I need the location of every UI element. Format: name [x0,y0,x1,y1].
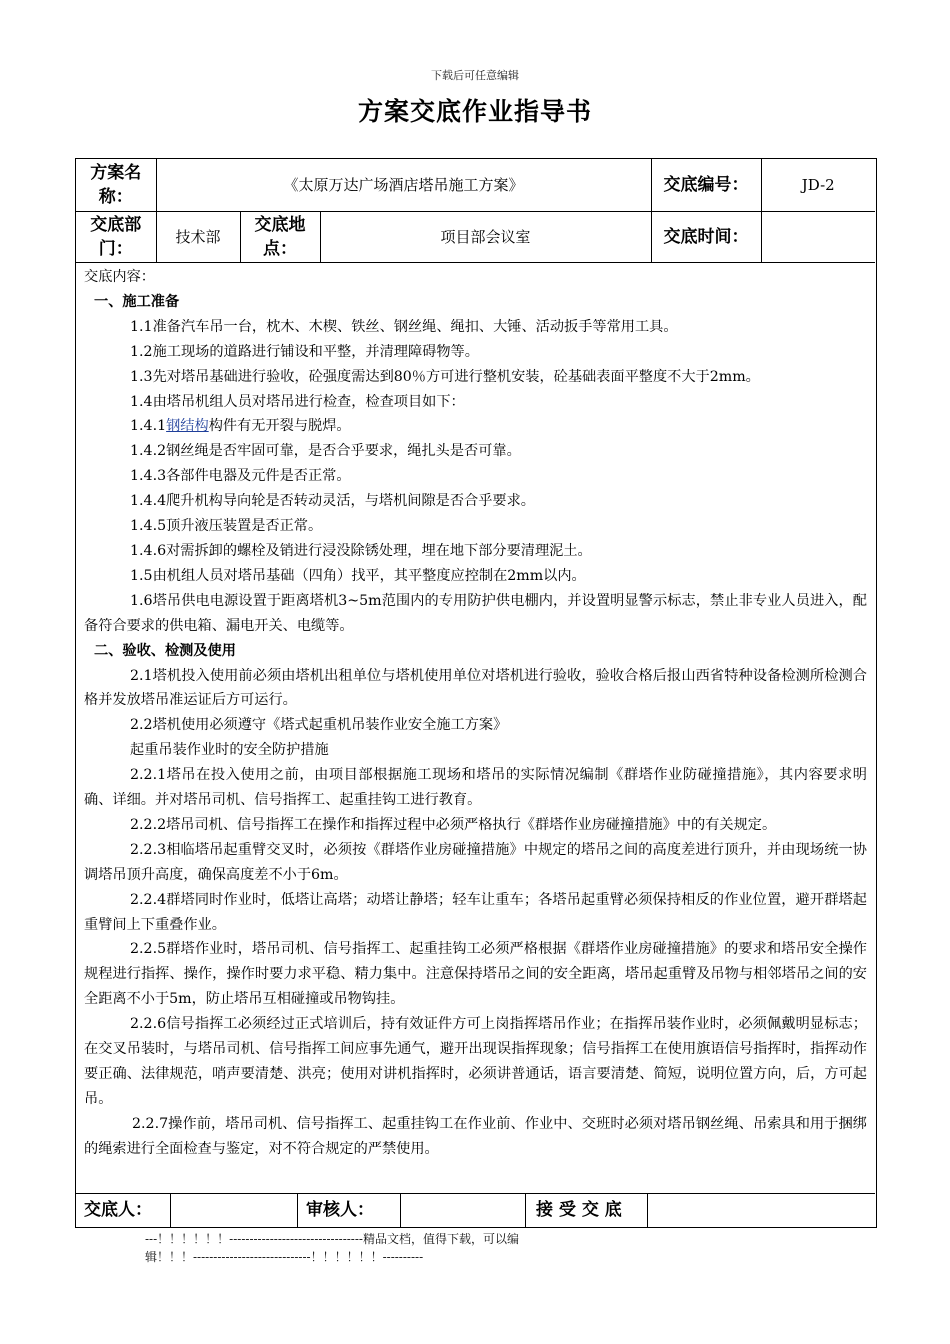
giver-label: 交底人： [76,1194,171,1227]
paragraph: 1.4.3各部件电器及元件是否正常。 [130,468,351,485]
paragraph: 1.5由机组人员对塔吊基础（四角）找平，其平整度应控制在2mm以内。 [130,567,586,584]
paragraph: 2.2.6信号指挥工必须经过正式培训后，持有效证件方可上岗指挥塔吊作业；在指挥吊装作业时，必须佩戴明显标志；在交叉吊装时，与塔吊司机、信号指挥工间应事先通气，避开出现误指挥现象；信号指挥工在使用旗语信号指挥时，指挥动作要正确、法律规范，哨声要清楚、洪亮；使用对讲机指挥时，必须讲普通话，语言要清楚、简短，说明位置方向，后，方可起吊。 [84,1016,867,1107]
code-value: JD-2 [761,159,875,211]
reviewer-value [401,1194,526,1227]
paragraph: 1.4.6对需拆卸的螺栓及销进行浸没除锈处理，埋在地下部分要清理泥土。 [130,542,592,559]
plan-name-value: 《太原万达广场酒店塔吊施工方案》 [156,159,651,211]
page-title: 方案交底作业指导书 [357,97,592,126]
receiver-value [648,1194,875,1227]
bottom-note-line-2: 辑！！！-----------------------------！！！！！！---------- [145,1250,424,1264]
reviewer-label: 审核人： [298,1194,401,1227]
paragraph: 1.3先对塔吊基础进行验收，砼强度需达到80％方可进行整机安装，砼基础表面平整度不大于2mm。 [130,368,760,385]
paragraph: 1.4.5顶升液压装置是否正常。 [130,518,323,535]
paragraph: 2.2.2塔吊司机、信号指挥工在操作和指挥过程中必须严格执行《群塔作业房碰撞措施》中的有关规定。 [130,816,777,833]
paragraph: 2.2塔机使用必须遵守《塔式起重机吊装作业安全施工方案》 [130,717,508,734]
code-label: 交底编号： [651,159,761,211]
paragraph: 1.4.4爬升机构导向轮是否转动灵活，与塔机间隙是否合乎要求。 [130,493,535,510]
time-label: 交底时间： [651,211,761,262]
bottom-note-line-1: ---！！！！！！---------------------------------精品文档，值得下载，可以编 [145,1232,519,1246]
item-text: 构件有无开裂与脱焊。 [208,418,351,435]
content-body [76,261,875,1191]
place-value: 项目部会议室 [320,211,651,262]
paragraph: 2.1塔机投入使用前必须由塔机出租单位与塔机使用单位对塔机进行验收，验收合格后报山西省特种设备检测所检测合格并发放塔吊准运证后方可运行。 [84,667,867,709]
section-1-title: 一、施工准备 [94,293,180,310]
paragraph: 起重吊装作业时的安全防护措施 [130,742,329,759]
dept-label: 交底部门： [76,211,156,262]
paragraph: 2.2.1塔吊在投入使用之前，由项目部根据施工现场和塔吊的实际情况编制《群塔作业防碰撞措施》，其内容要求明确、详细。并对塔吊司机、信号指挥工、起重挂钩工进行教育。 [84,767,867,809]
giver-value [171,1194,298,1227]
signature-row [76,1193,875,1227]
receiver-label: 接 受 交 底 [526,1194,648,1227]
instruction-sheet [75,158,877,1228]
paragraph: 1.4由塔吊机组人员对塔吊进行检查，检查项目如下： [130,393,465,410]
plan-name-label: 方案名称： [76,159,156,211]
section-2-title: 二、验收、检测及使用 [94,642,236,659]
paragraph: 1.1准备汽车吊一台，枕木、木楔、铁丝、钢丝绳、绳扣、大锤、活动扳手等常用工具。 [130,318,678,335]
paragraph: 2.2.7操作前，塔吊司机、信号指挥工、起重挂钩工在作业前、作业中、交班时必须对塔吊钢丝绳、吊索具和用于捆绑的绳索进行全面检查与鉴定，对不符合规定的严禁使用。 [84,1115,867,1157]
paragraph: 1.2施工现场的道路进行铺设和平整，并清理障碍物等。 [130,343,479,360]
item-number: 1.4.1 [130,418,167,435]
header-table [76,159,875,263]
content-intro: 交底内容： [84,269,155,285]
paragraph: 1.6塔吊供电电源设置于距离塔机3~5m范围内的专用防护供电棚内，并设置明显警示标志，禁止非专业人员进入，配备符合要求的供电箱、漏电开关、电缆等。 [84,592,867,634]
paragraph: 2.2.3相临塔吊起重臂交叉时，必须按《群塔作业房碰撞措施》中规定的塔吊之间的高度差进行顶升，并由现场统一协调塔吊顶升高度，确保高度差不小于6m。 [84,841,867,883]
top-note: 下载后可任意编辑 [431,69,519,82]
dept-value: 技术部 [156,211,240,262]
paragraph: 1.4.2钢丝绳是否牢固可靠，是否合乎要求，绳扎头是否可靠。 [130,443,521,460]
place-label: 交底地点： [240,211,320,262]
paragraph: 2.2.4群塔同时作业时，低塔让高塔；动塔让静塔；轻车让重车；各塔吊起重臂必须保持相反的作业位置，避开群塔起重臂间上下重叠作业。 [84,891,867,933]
time-value [761,211,875,262]
paragraph: 2.2.5群塔作业时，塔吊司机、信号指挥工、起重挂钩工必须严格根据《群塔作业房碰撞措施》的要求和塔吊安全操作规程进行指挥、操作，操作时要力求平稳、精力集中。注意保持塔吊之间的安全距离，塔吊起重臂及吊物与相邻塔吊之间的安全距离不小于5m，防止塔吊互相碰撞或吊物钩挂。 [84,941,867,1008]
paragraph [84,414,867,439]
steel-structure-link[interactable]: 钢结构 [166,418,209,435]
bottom-note [145,1230,605,1266]
